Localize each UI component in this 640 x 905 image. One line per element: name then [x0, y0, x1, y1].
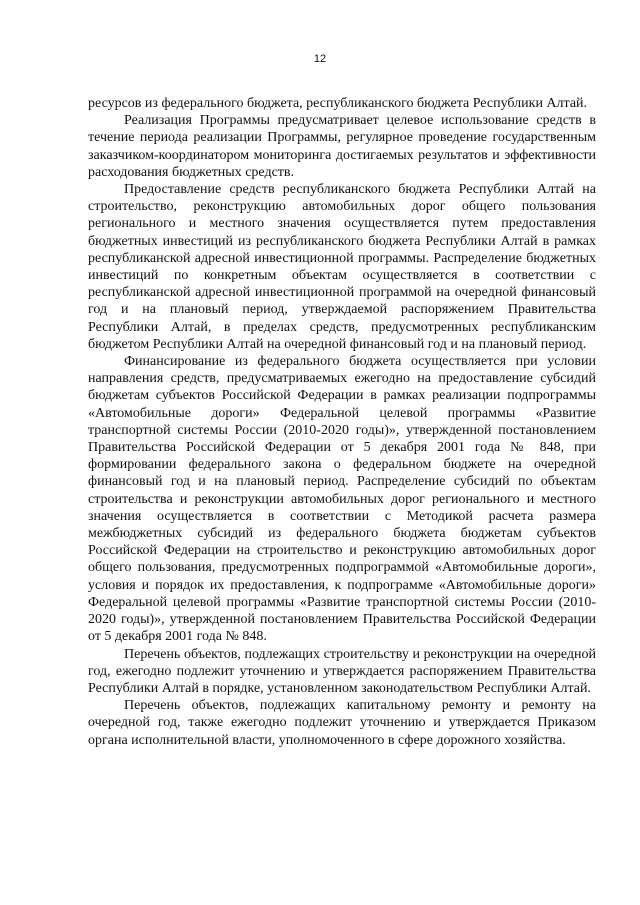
paragraph-repair-objects-list: Перечень объектов, подлежащих капитальному ремонту и ремонту на очередной год, также ежегодно подлежит уточнению и утверждается Приказом органа исполнительной власти, уполномоченного в сфере дорожного хозяйства.	[88, 698, 596, 748]
paragraph-program-implementation: Реализация Программы предусматривает целевое использование средств в течение периода реализации Программы, регулярное проведение государственным заказчиком-координатором мониторинга достигаемых результатов и эффективности расходования бюджетных средств.	[88, 113, 596, 180]
paragraph-federal-budget-financing: Финансирование из федерального бюджета осуществляется при условии направления средств, предусматриваемых ежегодно на предоставление субсидий бюджетам субъектов Российской Федерации в рамках реализации подпрограммы «Автомобильные дороги» Федеральной целевой программы «Развитие транспортной системы России (2010-2020 годы)», утвержденной постановлением Правительства Российской Федерации от 5 декабря 2001 года № 848, при формировании федерального закона о федеральном бюджете на очередной финансовый год и на плановый период. Распределение субсидий по объектам строительства и реконструкции автомобильных дорог регионального и местного значения осуществляется в соответствии с Методикой расчета размера межбюджетных субсидий из федерального бюджета бюджетам субъектов Российской Федерации на строительство и реконструкцию автомобильных дорог общего пользования, предусмотренных подпрограммой «Автомобильные дороги», условия и порядок их предоставления, к подпрограмме «Автомобильные дороги» Федеральной целевой программы «Развитие транспортной системы России (2010-2020 годы)», утвержденной постановлением Правительства Российской Федерации от 5 декабря 2001 года № 848.	[88, 354, 596, 645]
paragraph-republican-budget-funds: Предоставление средств республиканского бюджета Республики Алтай на строительство, реконструкцию автомобильных дорог общего пользования регионального и местного значения осуществляется путем предоставления бюджетных инвестиций из республиканского бюджета Республики Алтай в рамках республиканской адресной инвестиционной программы. Распределение бюджетных инвестиций по конкретным объектам осуществляется в соответствии с республиканской адресной инвестиционной программой на очередной финансовый год и на плановый период, утверждаемой распоряжением Правительства Республики Алтай, в пределах средств, предусмотренных республиканским бюджетом Республики Алтай на очередной финансовый год и на плановый период.	[88, 182, 596, 352]
paragraph-construction-objects-list: Перечень объектов, подлежащих строительству и реконструкции на очередной год, ежегодно подлежит уточнению и утверждается распоряжением Правительства Республики Алтай в порядке, установленном законодательством Республики Алтай.	[88, 646, 596, 696]
document-body	[88, 95, 596, 749]
page-number: 12	[313, 53, 327, 65]
paragraph-continuation: ресурсов из федерального бюджета, республиканского бюджета Республики Алтай.	[88, 96, 588, 111]
